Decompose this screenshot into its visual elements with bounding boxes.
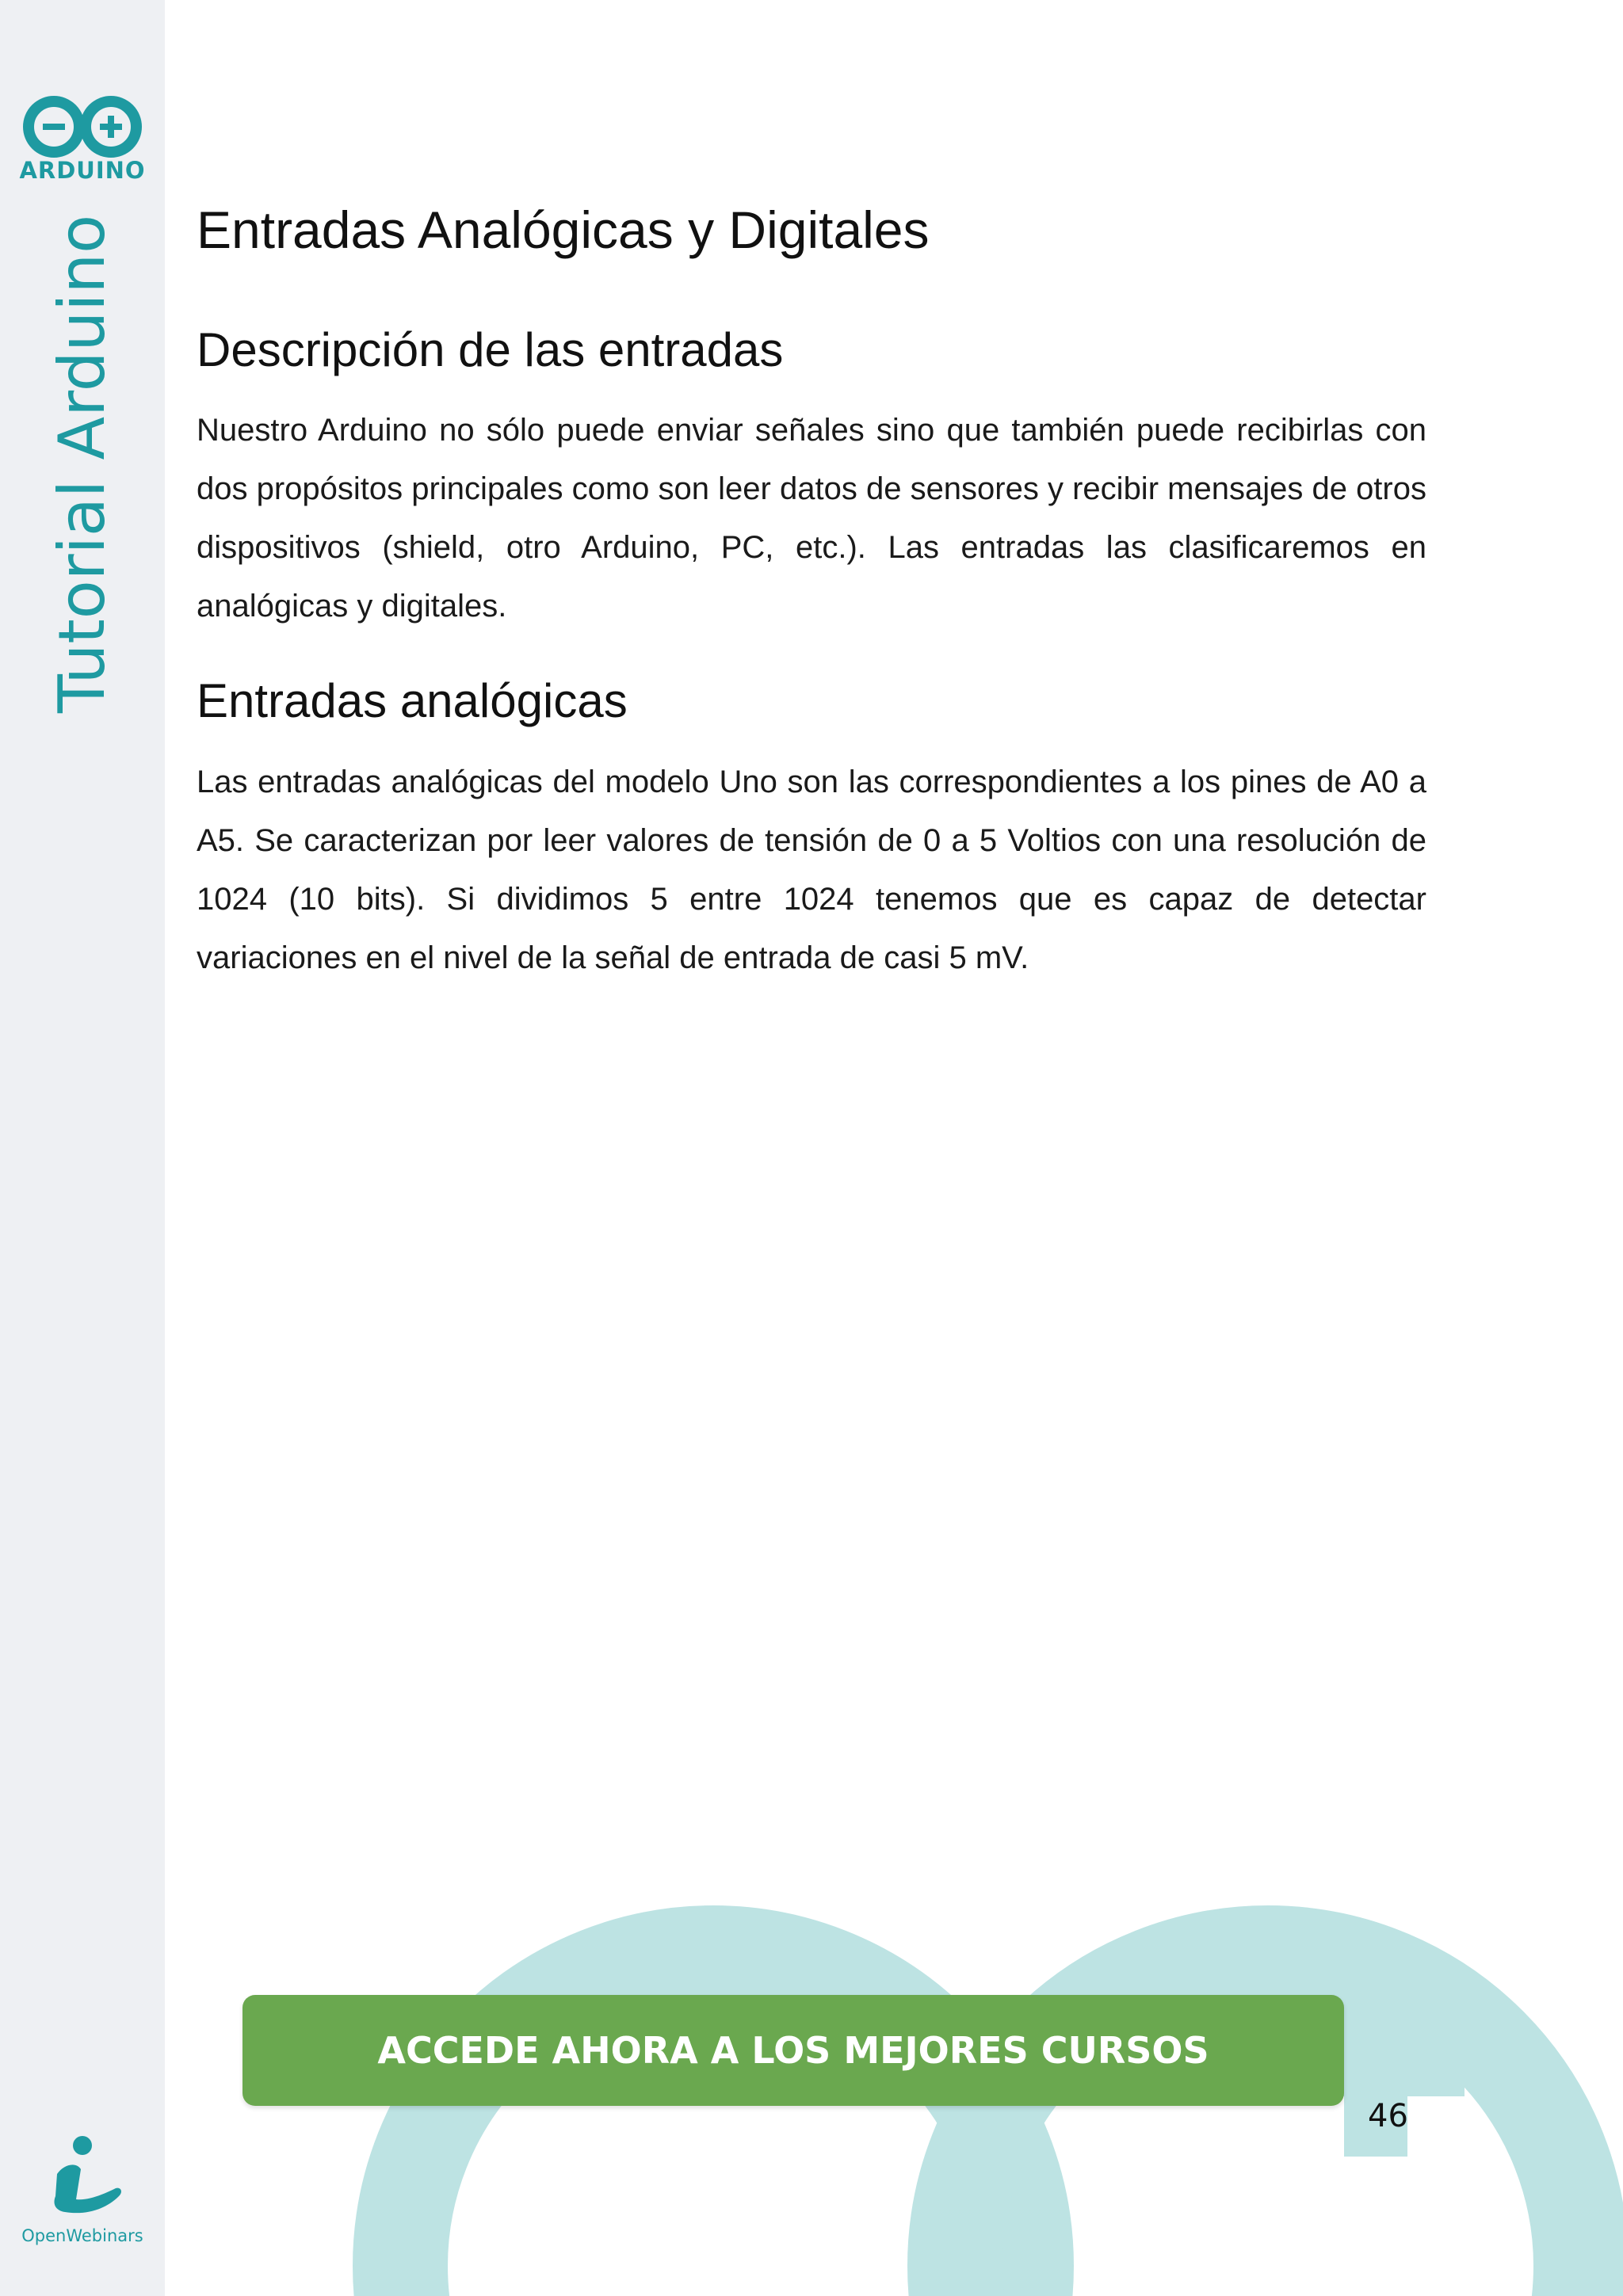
openwebinars-mark-icon — [17, 2133, 147, 2222]
infinity-icon — [19, 95, 146, 158]
cta-courses-button[interactable]: ACCEDE AHORA A LOS MEJORES CURSOS — [242, 1995, 1344, 2106]
sidebar-vertical-title: Tutorial Arduino — [45, 214, 119, 713]
paragraph-analogicas: Las entradas analógicas del modelo Uno son las correspondientes a los pines de A0 a A5. Se caracterizan por leer valores de tensión de 0 a 5 Voltios con una resolución de 1024 (10 bits). Si dividimos 5 entre 1024 tenemos que es capaz de detectar variaciones en el nivel de la señal de entrada de casi 5 mV. — [197, 765, 1426, 975]
openwebinars-logo — [17, 2133, 147, 2252]
arduino-logo — [19, 95, 146, 190]
arduino-wordmark: ARDUINO — [19, 157, 146, 184]
openwebinars-wordmark: OpenWebinars — [21, 2226, 143, 2245]
section-heading-analogicas: Entradas analógicas — [197, 674, 628, 727]
paragraph-descripcion: Nuestro Arduino no sólo puede enviar señales sino que también puede recibirlas con dos propósitos principales como son leer datos de sensores y recibir mensajes de otros dispositivos (shield, otro Arduino, PC, etc.). Las entradas las clasificaremos en analógicas y digitales. — [197, 413, 1426, 624]
section-heading-descripcion: Descripción de las entradas — [197, 323, 784, 376]
page-number: 46 — [1368, 2098, 1408, 2134]
page-title: Entradas Analógicas y Digitales — [197, 200, 930, 259]
sidebar — [0, 0, 165, 2296]
